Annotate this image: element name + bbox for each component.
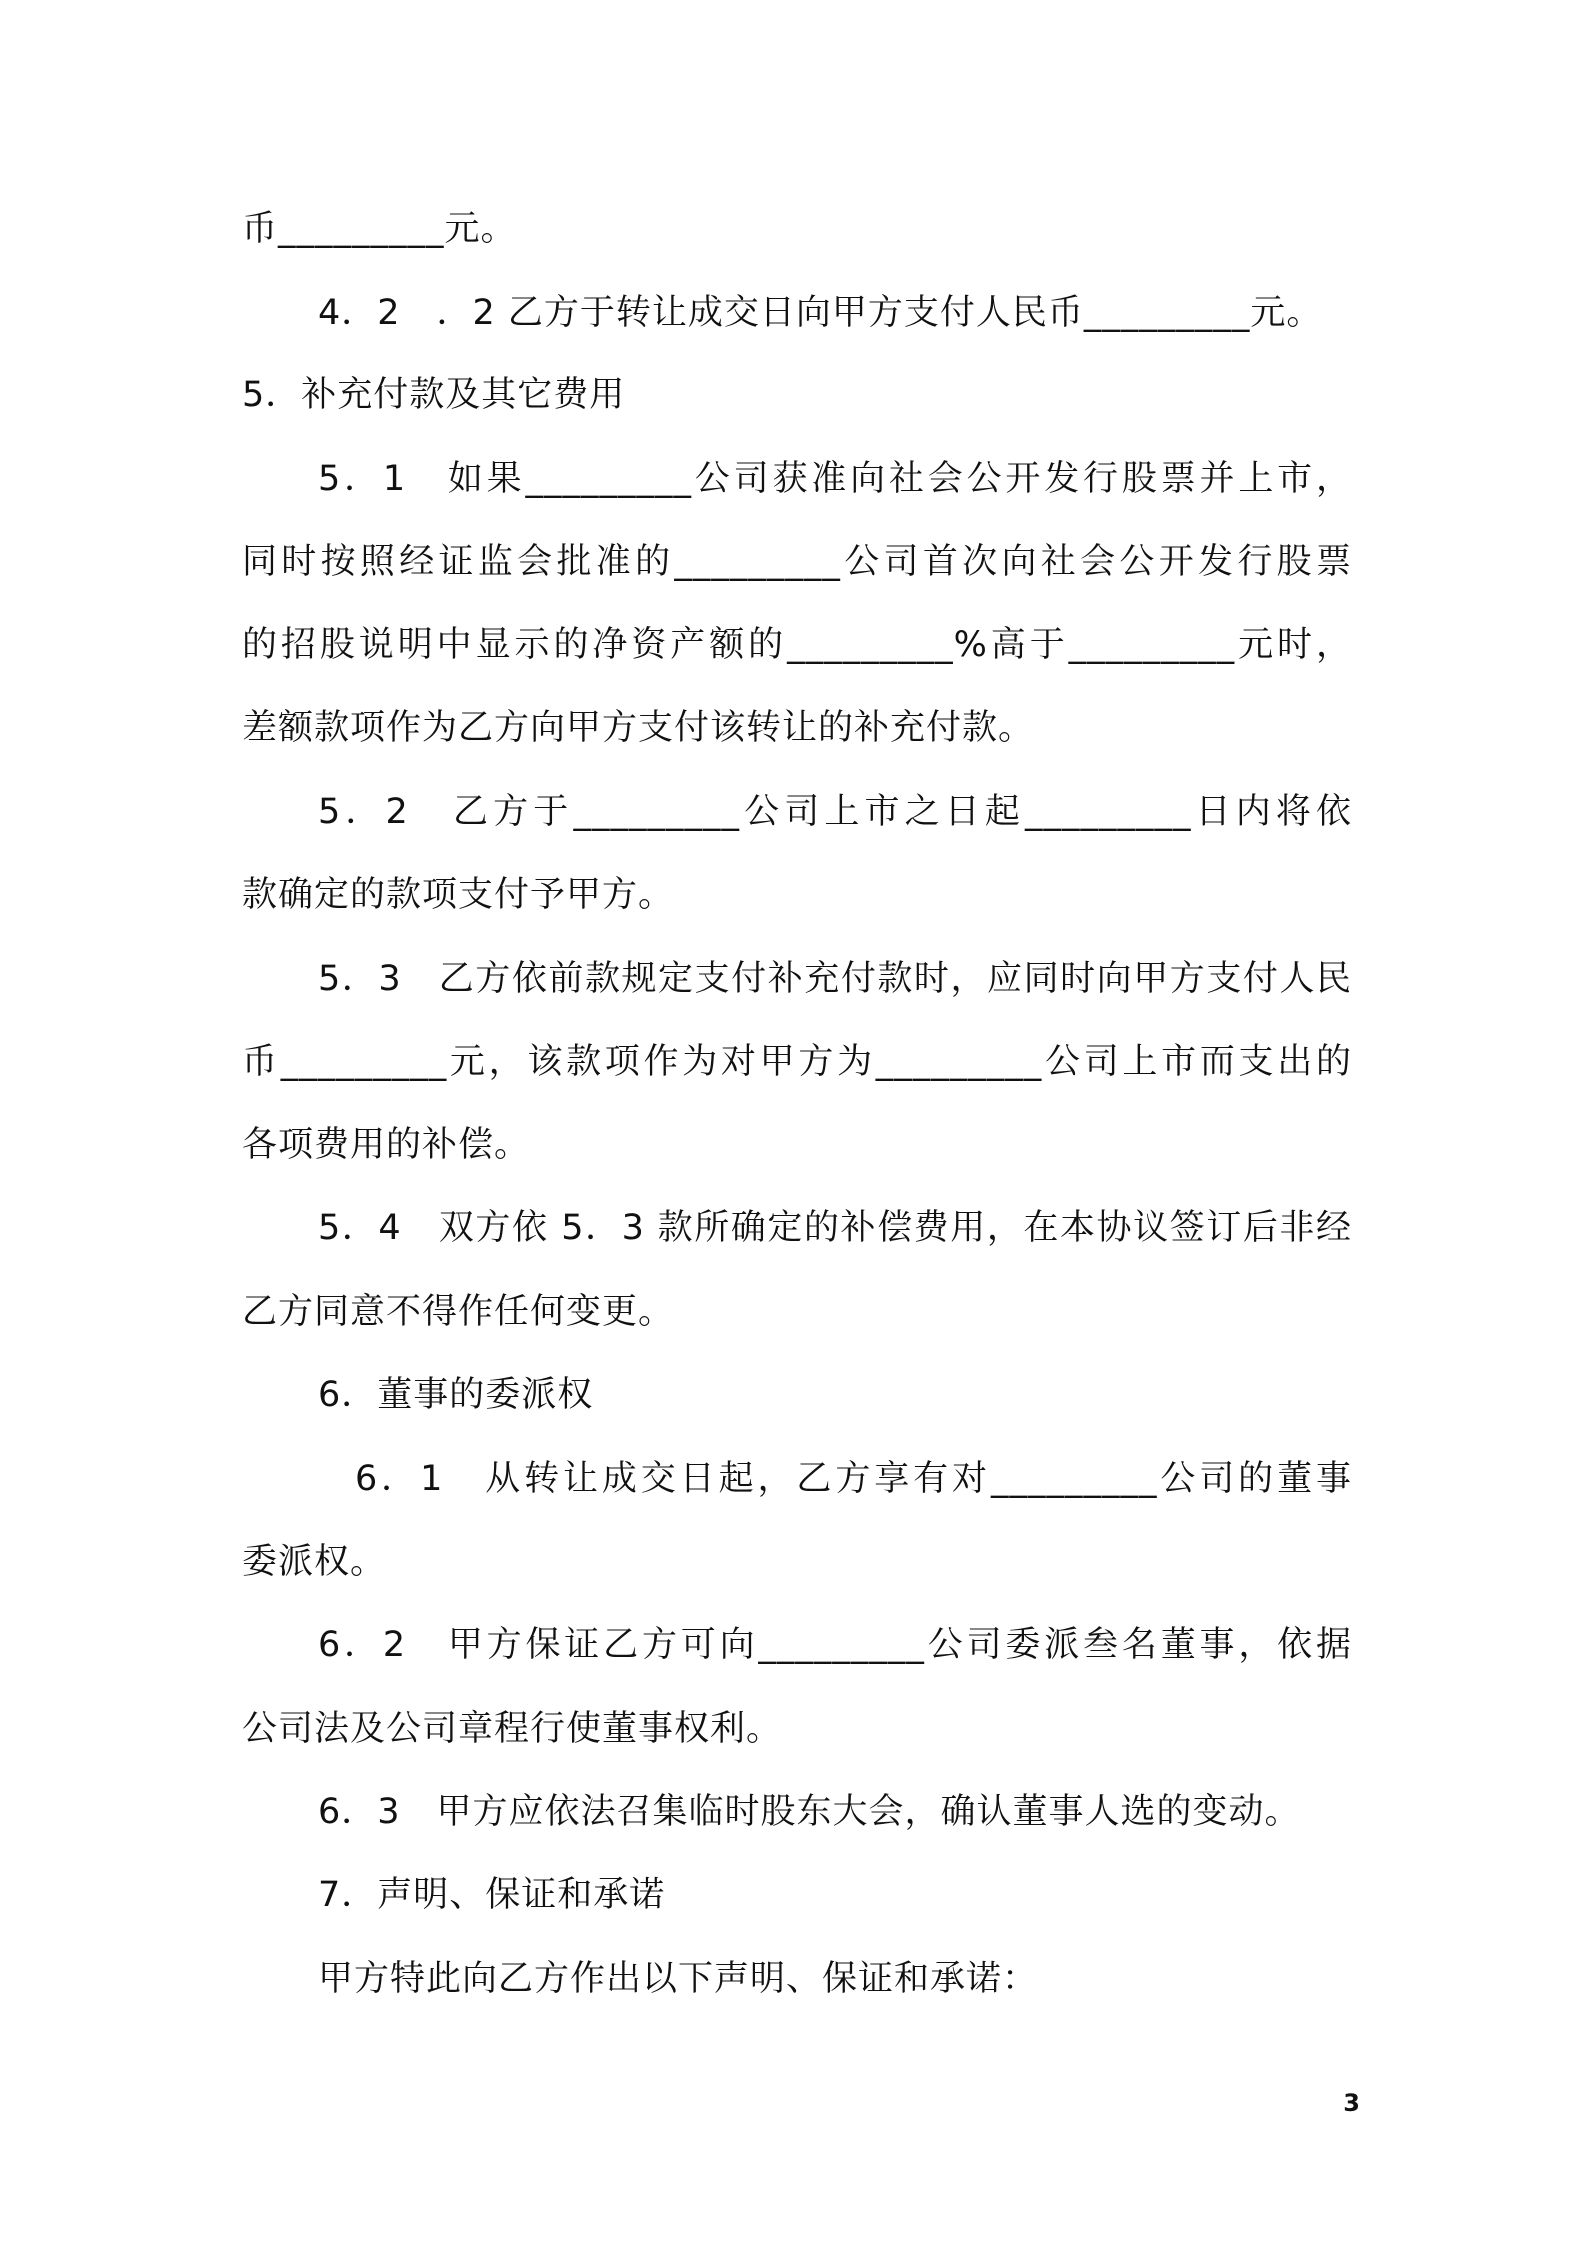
text-line-10: 5．3 乙方依前款规定支付补充付款时，应同时向甲方支付人民 — [318, 959, 1352, 999]
text-line-8: 5．2 乙方于_________公司上市之日起_________日内将依 — [318, 792, 1352, 832]
text-line-1: 币_________元。 — [242, 209, 517, 249]
section-heading-6: 6．董事的委派权 — [318, 1375, 594, 1415]
text-line-5: 同时按照经证监会批准的_________公司首次向社会公开发行股票 — [242, 542, 1352, 582]
text-line-19: 公司法及公司章程行使董事权利。 — [242, 1709, 783, 1749]
text-line-11: 币_________元，该款项作为对甲方为_________公司上市而支出的 — [242, 1042, 1352, 1082]
text-line-14: 乙方同意不得作任何变更。 — [242, 1292, 675, 1332]
text-line-9: 款确定的款项支付予甲方。 — [242, 875, 675, 915]
text-line-22: 甲方特此向乙方作出以下声明、保证和承诺： — [318, 1959, 1039, 1999]
text-line-20: 6．3 甲方应依法召集临时股东大会，确认董事人选的变动。 — [318, 1792, 1301, 1832]
text-line-16: 6．1 从转让成交日起，乙方享有对_________公司的董事 — [355, 1459, 1352, 1499]
section-heading-7: 7．声明、保证和承诺 — [318, 1875, 666, 1915]
section-heading-5: 5．补充付款及其它费用 — [242, 375, 626, 415]
text-line-4: 5．1 如果_________公司获准向社会公开发行股票并上市， — [318, 459, 1352, 499]
text-line-18: 6．2 甲方保证乙方可向_________公司委派叁名董事，依据 — [318, 1625, 1352, 1665]
text-line-12: 各项费用的补偿。 — [242, 1125, 531, 1165]
text-line-7: 差额款项作为乙方向甲方支付该转让的补充付款。 — [242, 708, 1035, 748]
text-line-13: 5．4 双方依 5．3 款所确定的补偿费用，在本协议签订后非经 — [318, 1208, 1352, 1248]
page-number: 3 — [1343, 2089, 1360, 2117]
text-line-17: 委派权。 — [242, 1542, 387, 1582]
text-line-6: 的招股说明中显示的净资产额的_________%高于_________元时， — [242, 625, 1352, 665]
text-line-2: 4．2 ．2 乙方于转让成交日向甲方支付人民币_________元。 — [318, 293, 1323, 333]
